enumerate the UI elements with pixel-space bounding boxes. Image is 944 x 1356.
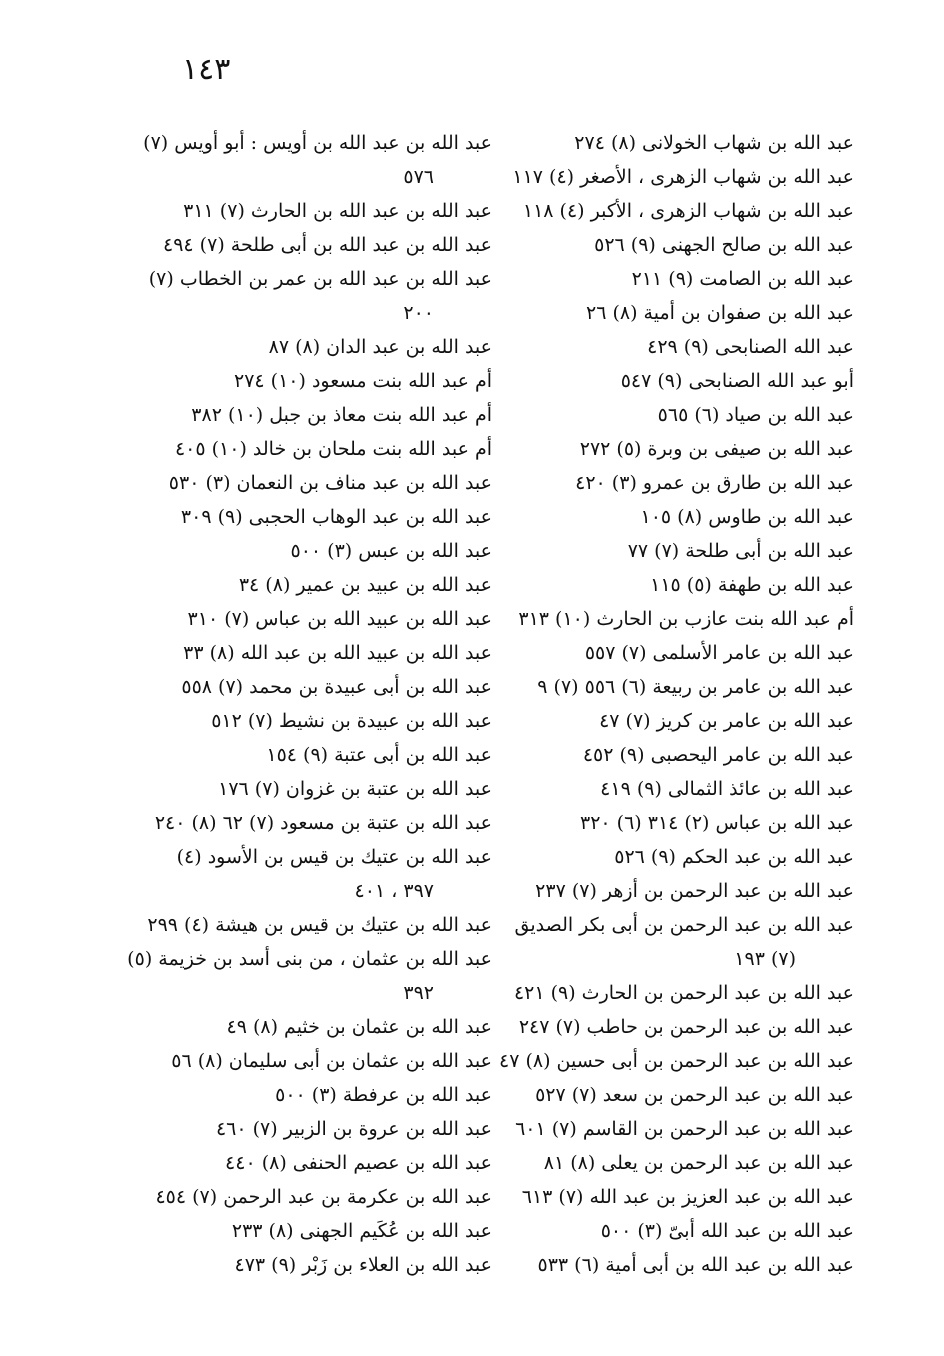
index-entry: عبد الله بن عامر بن كريز (٧) ٤٧	[599, 710, 854, 732]
index-entry: عبد الله بن عبيد الله بن عباس (٧) ٣١٠	[187, 608, 492, 630]
index-column-left	[127, 126, 492, 1282]
index-entry: عبد الله بن عبد مناف بن النعمان (٣) ٥٣٠	[168, 472, 492, 494]
index-entry: عبد الله بن صياد (٦) ٥٦٥	[657, 404, 854, 426]
index-entry: عبد الله بن عتيك بن قيس بن هيشة (٤) ٢٩٩	[147, 914, 492, 936]
index-entry: عبد الله بن عباس (٢) ٣١٤ (٦) ٣٢٠	[579, 812, 854, 834]
index-entry: عبد الله بن عتبة بن مسعود (٧) ٦٢ (٨) ٢٤٠	[154, 812, 492, 834]
index-entry: عبد الله الصنابحى (٩) ٤٢٩	[647, 336, 854, 358]
index-entry: أم عبد الله بنت مسعود (١٠) ٢٧٤	[234, 370, 492, 392]
index-entry: عبد الله بن عثمان ، من بنى أسد بن خزيمة (٥)	[127, 948, 492, 970]
index-entry-continuation: ٣٩٧ ، ٤٠١	[354, 880, 434, 902]
index-entry: عبد الله بن أبى عتبة (٩) ١٥٤	[266, 744, 492, 766]
index-entry: عبد الله بن عثمان بن خثيم (٨) ٤٩	[226, 1016, 492, 1038]
index-entry: عبد الله بن صفوان بن أمية (٨) ٢٦	[585, 302, 854, 324]
index-entry: عبد الله بن عبد الرحمن بن القاسم (٧) ٦٠١	[515, 1118, 854, 1140]
index-entry: عبد الله بن عبد الله بن أويس : أبو أويس (٧)	[143, 132, 492, 154]
index-entry: عبد الله بن عصيم الحنفى (٨) ٤٤٠	[225, 1152, 492, 1174]
index-entry: عبد الله بن عثمان بن أبى سليمان (٨) ٥٦	[171, 1050, 492, 1072]
index-entry: عبد الله بن عتبة بن غزوان (٧) ١٧٦	[218, 778, 492, 800]
index-entry: عبد الله بن عكرمة بن عبد الرحمن (٧) ٤٥٤	[155, 1186, 492, 1208]
index-entry: عبد الله بن الصامت (٩) ٢١١	[631, 268, 854, 290]
index-entry: عبد الله بن عامر اليحصبى (٩) ٤٥٢	[582, 744, 854, 766]
index-entry: عبد الله بن عبد الحكم (٩) ٥٢٦	[614, 846, 854, 868]
index-entry: عبد الله بن عبد الرحمن بن أبى بكر الصديق	[514, 914, 854, 936]
index-entry: عبد الله بن عبيدة بن نشيط (٧) ٥١٢	[211, 710, 492, 732]
index-entry: عبد الله بن شهاب الزهرى ، الأكبر (٤) ١١٨	[522, 200, 854, 222]
index-entry: عبد الله بن أبى عبيدة بن محمد (٧) ٥٥٨	[181, 676, 492, 698]
index-entry: عبد الله بن طهفة (٥) ١١٥	[650, 574, 854, 596]
index-entry: عبد الله بن عبد الرحمن بن حاطب (٧) ٢٤٧	[518, 1016, 854, 1038]
index-entry: أم عبد الله بنت ملحان بن خالد (١٠) ٤٠٥	[174, 438, 492, 460]
index-entry: عبد الله بن عبد الله أبىّ (٣) ٥٠٠	[600, 1220, 854, 1242]
index-column-right	[494, 126, 854, 1282]
index-entry: أم عبد الله بنت معاذ بن جبل (١٠) ٣٨٢	[191, 404, 492, 426]
index-entry: عبد الله بن شهاب الزهرى ، الأصغر (٤) ١١٧	[512, 166, 854, 188]
index-entry: عبد الله بن عبس (٣) ٥٠٠	[290, 540, 492, 562]
index-entry: عبد الله بن العلاء بن زَبْر (٩) ٤٧٣	[234, 1254, 492, 1276]
index-entry-continuation: ٥٧٦	[403, 166, 434, 188]
index-entry-continuation: ٣٩٢	[403, 982, 434, 1004]
index-entry: عبد الله بن عبيد الله بن عبد الله (٨) ٣٣	[183, 642, 492, 664]
index-entry: عبد الله بن عبد الله بن الحارث (٧) ٣١١	[183, 200, 492, 222]
index-entry: عبد الله بن صيفى بن وبرة (٥) ٢٧٢	[579, 438, 854, 460]
index-entry-continuation: ٢٠٠	[403, 302, 434, 324]
index-entry: عبد الله بن عامر بن ربيعة (٦) ٥٥٦ (٧) ٩	[537, 676, 854, 698]
index-entry: عبد الله بن طارق بن عمرو (٣) ٤٢٠	[575, 472, 854, 494]
page-number: ١٤٣	[182, 52, 231, 87]
index-entry: عبد الله بن عبد الوهاب الحجبى (٩) ٣٠٩	[180, 506, 492, 528]
index-entry: عبد الله بن عبد الرحمن بن أبى حسين (٨) ٤٧	[499, 1050, 854, 1072]
index-entry: عبد الله بن عبد الله بن أبى أمية (٦) ٥٣٣	[537, 1254, 854, 1276]
index-entry: عبد الله بن عبد الرحمن بن يعلى (٨) ٨١	[543, 1152, 854, 1174]
index-entry: عبد الله بن شهاب الخولانى (٨) ٢٧٤	[574, 132, 854, 154]
index-entry: عبد الله بن صالح الجهنى (٩) ٥٢٦	[594, 234, 854, 256]
index-entry: عبد الله بن طاوس (٨) ١٠٥	[640, 506, 854, 528]
index-entry: عبد الله بن عروة بن الزبير (٧) ٤٦٠	[215, 1118, 492, 1140]
index-entry: عبد الله بن عتيك بن قيس بن الأسود (٤)	[176, 846, 492, 868]
index-entry: أم عبد الله بنت عازب بن الحارث (١٠) ٣١٣	[518, 608, 854, 630]
index-entry: عبد الله بن عامر الأسلمى (٧) ٥٥٧	[584, 642, 854, 664]
index-entry: عبد الله بن عبد الله بن أبى طلحة (٧) ٤٩٤	[163, 234, 492, 256]
index-entry: عبد الله بن عبد العزيز بن عبد الله (٧) ٦١٣	[521, 1186, 854, 1208]
index-entry: عبد الله بن عُكَيم الجهنى (٨) ٢٣٣	[231, 1220, 492, 1242]
index-entry: عبد الله بن عبد الرحمن بن الحارث (٩) ٤٢١	[513, 982, 854, 1004]
index-entry: أبو عبد الله الصنابحى (٩) ٥٤٧	[620, 370, 854, 392]
index-entry-continuation: (٧) ١٩٣	[734, 948, 796, 970]
index-entry: عبد الله بن أبى طلحة (٧) ٧٧	[627, 540, 854, 562]
index-entry: عبد الله بن عبد الرحمن بن سعد (٧) ٥٢٧	[535, 1084, 854, 1106]
index-entry: عبد الله بن عبد الرحمن بن أزهر (٧) ٢٣٧	[535, 880, 854, 902]
index-entry: عبد الله بن عبيد بن عمير (٨) ٣٤	[238, 574, 492, 596]
index-entry: عبد الله بن عبد الدان (٨) ٨٧	[268, 336, 492, 358]
index-entry: عبد الله بن عبد الله بن عمر بن الخطاب (٧)	[148, 268, 492, 290]
index-entry: عبد الله بن عائذ الثمالى (٩) ٤١٩	[600, 778, 854, 800]
index-entry: عبد الله بن عرفطة (٣) ٥٠٠	[275, 1084, 492, 1106]
